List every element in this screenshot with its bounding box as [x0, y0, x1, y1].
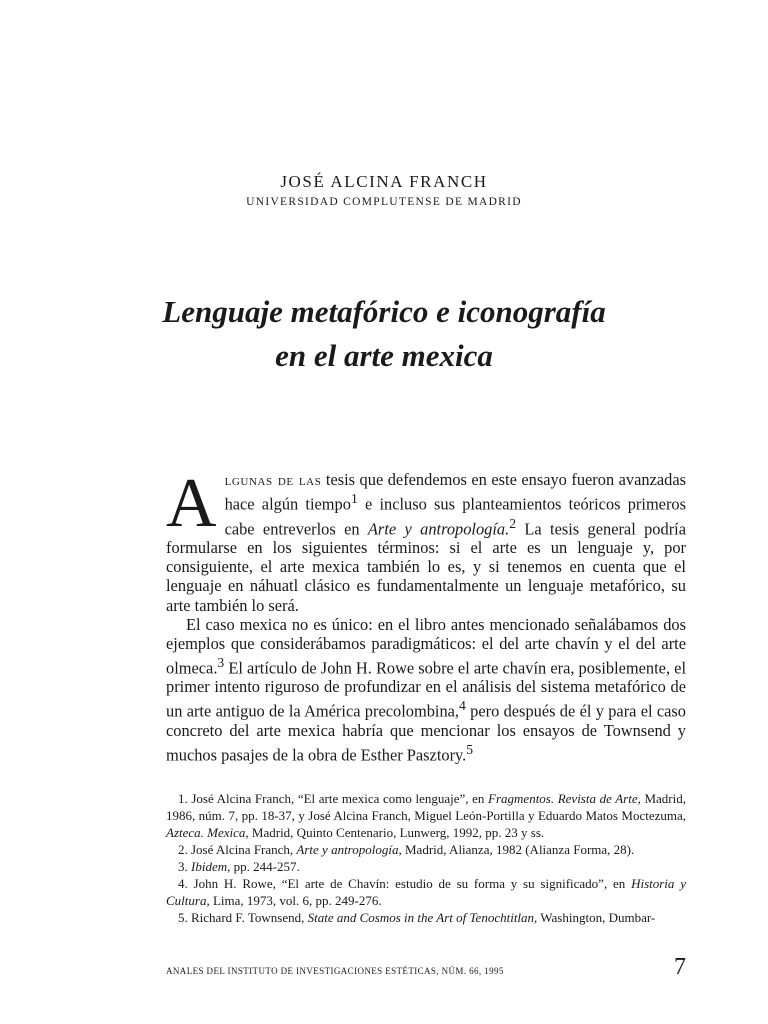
opening-small-caps: lgunas de las: [224, 470, 322, 489]
body-text: El caso mexica no es único: en el libro antes mencionado señalábamos dos ejemplos que considerábamos paradigmáticos: el del arte chavín y el del arte olmeca.: [166, 614, 686, 678]
footnote-italic: Azteca. Mexica,: [166, 825, 249, 840]
body-text: La tesis general podría formularse en los siguientes términos: si el arte es un lenguaje y, por consiguiente, el arte mexica también lo es, y si tenemos en cuenta que el lenguaje en náhuatl clásico es fundamentalmente un lenguaje metafórico, su arte también lo será.: [166, 519, 686, 615]
footnote-ref-1[interactable]: 1: [350, 491, 358, 507]
footnote-5: [166, 909, 686, 926]
footnote-text: 4. John H. Rowe, “El arte de Chavín: estudio de su forma y su significado”, en: [178, 876, 632, 891]
journal-footer: ANALES DEL INSTITUTO DE INVESTIGACIONES ESTÉTICAS, NÚM. 66, 1995: [166, 966, 504, 976]
footnote-text: 1. José Alcina Franch, “El arte mexica como lenguaje”, en: [178, 791, 489, 806]
author-affiliation: UNIVERSIDAD COMPLUTENSE DE MADRID: [246, 196, 522, 208]
footnote-4: [166, 875, 686, 909]
footnote-text: Madrid, Alianza, 1982 (Alianza Forma, 28).: [401, 842, 635, 857]
footnote-italic: Ibidem,: [191, 859, 231, 874]
footnote-text: 2. José Alcina Franch,: [178, 842, 297, 857]
footnote-text: Lima, 1973, vol. 6, pp. 249-276.: [209, 893, 382, 908]
footnote-ref-3[interactable]: 3: [217, 654, 225, 670]
footnote-italic: Arte y antropología,: [296, 842, 402, 857]
footnote-text: 5. Richard F. Townsend,: [178, 910, 308, 925]
body-text: tesis que defendemos en este ensayo fueron avanzadas hace algún tiempo: [224, 470, 686, 514]
footnotes: [166, 790, 686, 926]
footnote-ref-5[interactable]: 5: [466, 742, 474, 758]
title-line-2: en el arte mexica: [275, 338, 493, 373]
body-paragraph-1: [166, 465, 686, 615]
article-body: [166, 465, 686, 765]
footnote-2: [166, 841, 686, 858]
author-name: JOSÉ ALCINA FRANCH: [280, 172, 488, 191]
body-text: e incluso sus planteamientos teóricos primeros cabe entreverlos en: [224, 494, 686, 539]
body-paragraph-2: [166, 615, 686, 765]
book-title: Arte y antropología.: [367, 519, 510, 539]
footnote-italic: State and Cosmos in the Art of Tenochtitlan,: [307, 910, 538, 925]
article-title: [0, 290, 768, 378]
footnote-1: [166, 790, 686, 841]
footnote-3: [166, 858, 686, 875]
footnote-text: Madrid, Quinto Centenario, Lunwerg, 1992, pp. 23 y ss.: [248, 825, 545, 840]
body-text: pero después de él y para el caso concreto del arte mexica habría que mencionar los ensayos de Townsend y muchos pasajes de la obra de Esther Pasztory.: [166, 701, 686, 765]
footnote-italic: Fragmentos. Revista de Arte,: [488, 791, 641, 806]
footnote-text: Washington, Dumbar-: [537, 910, 656, 925]
footnote-ref-2[interactable]: 2: [509, 515, 517, 531]
footnote-text: 3.: [178, 859, 191, 874]
footnote-text: Madrid, 1986, núm. 7, pp. 18-37, y José Alcina Franch, Miguel León-Portilla y Eduardo Matos Moctezuma,: [166, 791, 686, 823]
footnote-text: pp. 244-257.: [230, 859, 300, 874]
footnote-ref-4[interactable]: 4: [459, 698, 466, 714]
title-line-1: Lenguaje metafórico e iconografía: [162, 294, 606, 329]
page-number: 7: [674, 954, 686, 980]
body-text: El artículo de John H. Rowe sobre el arte chavín era, posiblemente, el primer intento riguroso de profundizar en el análisis del sistema metafórico de un arte antiguo de la América precolombina,: [166, 658, 686, 721]
drop-cap: A: [166, 465, 217, 542]
footnote-italic: Historia y Cultura,: [166, 876, 686, 908]
